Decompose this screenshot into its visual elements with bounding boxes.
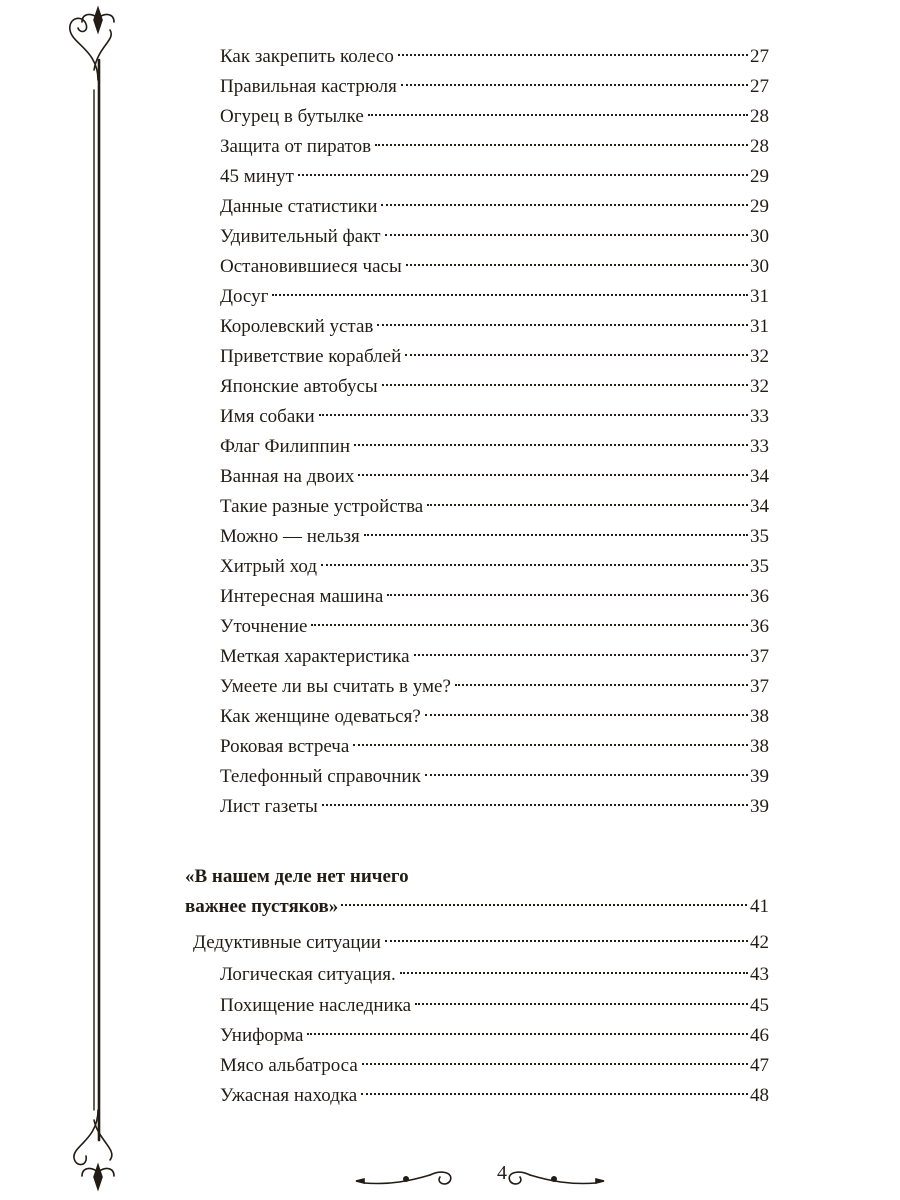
toc-entry-title: Огурец в бутылке [220,106,364,127]
page-number: 4 [497,1162,507,1184]
dot-leader [427,504,748,506]
toc-entry-page: 37 [750,646,769,667]
toc-entry-title: Хитрый ход [220,556,318,577]
toc-entry[interactable] [220,1021,769,1051]
toc-entry-page: 31 [750,286,769,307]
toc-entry[interactable] [220,42,769,72]
toc-entry-page: 38 [750,736,769,757]
toc-entry-title: Лист газеты [220,796,318,817]
toc-entry-page: 33 [750,436,769,457]
dot-leader [272,294,748,296]
toc-entry[interactable] [220,1081,769,1111]
toc-entry[interactable] [220,582,769,612]
toc-entry-page: 36 [750,586,769,607]
toc-entry-title: Имя собаки [220,406,315,427]
toc-entry-page: 27 [750,46,769,67]
toc-entry-page: 39 [750,796,769,817]
toc-entry-page: 37 [750,676,769,697]
dot-leader [375,144,748,146]
dot-leader [353,744,748,746]
dot-leader [364,534,748,536]
toc-entry-title: Ванная на двоих [220,466,355,487]
toc-entry-page: 29 [750,196,769,217]
toc-entry[interactable] [220,702,769,732]
dot-leader [377,324,748,326]
toc-entry[interactable] [220,642,769,672]
dot-leader [354,444,748,446]
toc-entry[interactable] [220,402,769,432]
toc-entry[interactable] [220,792,769,822]
toc-entry-page: 47 [750,1055,769,1076]
toc-entry-title: Защита от пиратов [220,136,372,157]
toc-entry[interactable] [220,372,769,402]
toc-entry-title: Японские автобусы [220,376,378,397]
toc-entry-page: 34 [750,466,769,487]
toc-entry-page: 27 [750,76,769,97]
dot-leader [455,684,748,686]
toc-entry-page: 46 [750,1025,769,1046]
toc-entry[interactable] [220,522,769,552]
toc-entry[interactable] [220,432,769,462]
dot-leader [406,264,748,266]
toc-entry[interactable] [220,162,769,192]
toc-entry-page: 48 [750,1085,769,1106]
toc-entry-page: 32 [750,346,769,367]
toc-entry[interactable] [220,462,769,492]
toc-entry-page: 28 [750,106,769,127]
dot-leader [321,564,748,566]
dot-leader [322,804,748,806]
toc-entry[interactable] [220,492,769,522]
toc-entry-title: Телефонный справочник [220,766,421,787]
section-title-line1: «В нашем деле нет ничего [185,866,409,887]
toc-entry[interactable] [220,192,769,222]
subsection-title: Дедуктивные ситуации [193,932,381,953]
section-title-line2-row [185,892,769,922]
toc-entry-title: Можно — нельзя [220,526,360,547]
toc-entry-page: 39 [750,766,769,787]
dot-leader [401,84,748,86]
toc-entry-page: 33 [750,406,769,427]
toc-entry-page: 32 [750,376,769,397]
toc-entry-page: 29 [750,166,769,187]
toc-entry[interactable] [220,1051,769,1081]
toc-entry-title: Остановившиеся часы [220,256,402,277]
toc-entry[interactable] [220,132,769,162]
dot-leader [415,1003,748,1005]
toc-entry[interactable] [220,102,769,132]
toc-entry-page: 35 [750,556,769,577]
toc-entry-title: Приветствие кораблей [220,346,402,367]
dot-leader [381,204,748,206]
toc-entry-page: 36 [750,616,769,637]
toc-entry-page: 34 [750,496,769,517]
toc-entry-title: Умеете ли вы считать в уме? [220,676,451,697]
toc-entry[interactable] [220,312,769,342]
dot-leader [362,1063,748,1065]
toc-entry-title: Правильная кастрюля [220,76,397,97]
toc-entry-title: Как закрепить колесо [220,46,394,67]
toc-entry-title: Мясо альбатроса [220,1055,358,1076]
dot-leader [385,940,748,942]
toc-entry[interactable] [220,552,769,582]
toc-entry-title: Интересная машина [220,586,384,607]
toc-entry[interactable] [220,732,769,762]
toc-entry-title: Удивительный факт [220,226,381,247]
toc-entry-title: Ужасная находка [220,1085,358,1106]
dot-leader [425,714,748,716]
subsection-page: 42 [750,932,769,953]
toc-entry[interactable] [220,960,769,990]
toc-entry-page: 43 [750,964,769,985]
dot-leader [319,414,748,416]
toc-entry-title: Логическая ситуация. [220,964,396,985]
toc-entry[interactable] [220,222,769,252]
dot-leader [405,354,748,356]
toc-entry-title: Меткая характеристика [220,646,410,667]
toc-entry[interactable] [220,672,769,702]
footer-ornament [350,1155,610,1195]
dot-leader [385,234,748,236]
toc-entry-page: 38 [750,706,769,727]
toc-entry-title: Как женщине одеваться? [220,706,421,727]
dot-leader [341,904,747,906]
dot-leader [311,624,748,626]
toc-entry-page: 31 [750,316,769,337]
toc-entry[interactable] [220,282,769,312]
toc-entry-title: Роковая встреча [220,736,350,757]
toc-entry-page: 30 [750,256,769,277]
dot-leader [307,1033,748,1035]
dot-leader [425,774,748,776]
dot-leader [298,174,748,176]
toc-entry[interactable] [220,252,769,282]
section-title-line2: важнее пустяков» [185,896,339,917]
toc-entry-title: Данные статистики [220,196,378,217]
toc-entry[interactable] [220,72,769,102]
dot-leader [361,1093,748,1095]
dot-leader [358,474,748,476]
section-page: 41 [750,896,769,917]
dot-leader [398,54,748,56]
toc-entry[interactable] [220,342,769,372]
toc-entry-title: 45 минут [220,166,294,187]
toc-subsection[interactable] [193,928,769,958]
dot-leader [414,654,748,656]
toc-entry-page: 30 [750,226,769,247]
toc-entry-title: Досуг [220,286,269,307]
dot-leader [400,972,748,974]
toc-entry-page: 35 [750,526,769,547]
dot-leader [382,384,748,386]
toc-section-heading[interactable] [185,862,769,922]
toc-entry[interactable] [220,762,769,792]
toc-entry-title: Такие разные устройства [220,496,424,517]
dot-leader [387,594,748,596]
toc-entry[interactable] [220,612,769,642]
toc-entry-title: Похищение наследника [220,995,412,1016]
toc-entry[interactable] [220,991,769,1021]
toc-entry-title: Уточнение [220,616,308,637]
toc-entry-page: 28 [750,136,769,157]
toc-entry-title: Униформа [220,1025,304,1046]
toc-entry-title: Флаг Филиппин [220,436,351,457]
toc-entry-page: 45 [750,995,769,1016]
dot-leader [368,114,748,116]
toc-entry-title: Королевский устав [220,316,374,337]
